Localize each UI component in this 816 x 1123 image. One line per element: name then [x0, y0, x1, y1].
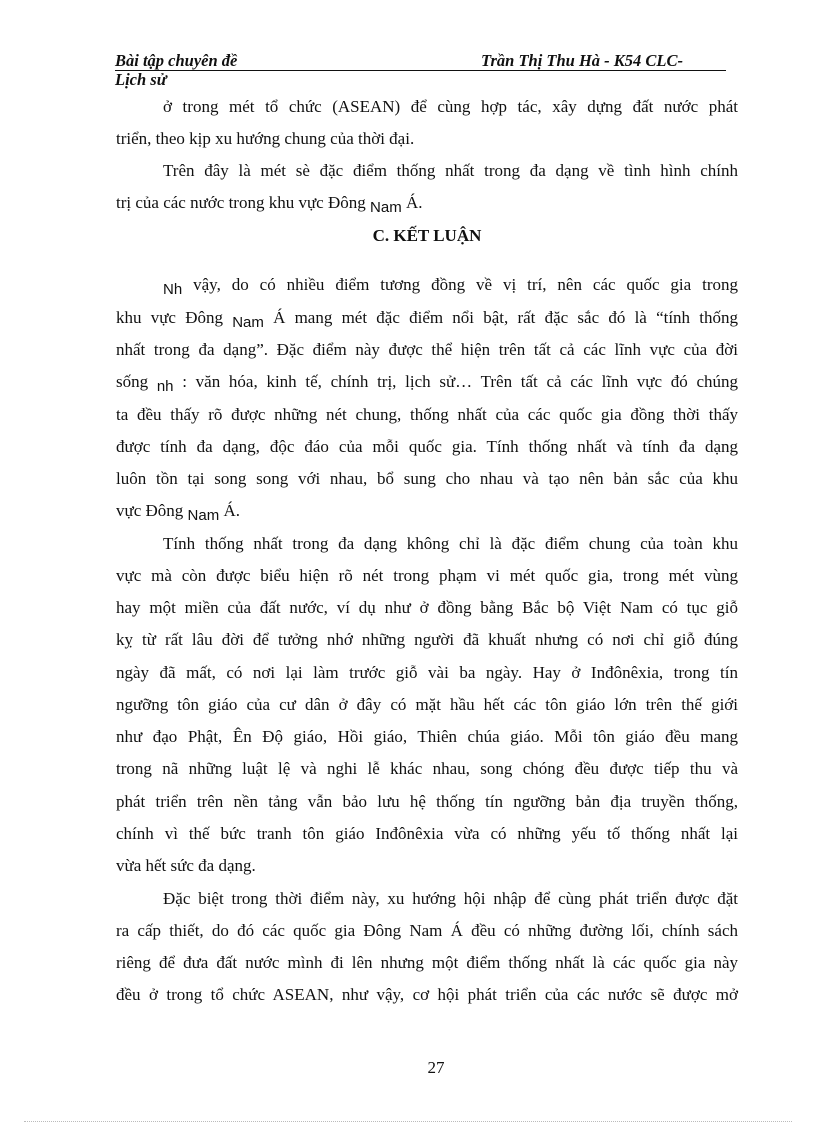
- section-heading-conclusion: C. KẾT LUẬN: [372, 226, 482, 245]
- body-line: kỵ từ rất lâu đời để tưởng nhớ những người đã khuất nhưng có nơi chỉ giỗ đúng: [116, 630, 738, 649]
- header-divider: [115, 70, 726, 71]
- body-line: trị của các nước trong khu vực Đông Nam Á.: [116, 193, 423, 216]
- header-author: Trần Thị Thu Hà - K54 CLC-: [481, 51, 684, 70]
- body-line: sống nh : văn hóa, kinh tế, chính trị, lịch sử… Trên tất cả các lĩnh vực đó chúng: [116, 372, 739, 395]
- body-line: luôn tồn tại song song với nhau, bổ sung cho nhau và tạo nên bản sắc của khu: [116, 469, 738, 488]
- body-line: nhất trong đa dạng”. Đặc điểm này được thể hiện trên tất cả các lĩnh vực của đời: [116, 340, 738, 359]
- header-course-line2: Lịch sử: [115, 70, 167, 89]
- body-line: ngưỡng tôn giáo của cư dân ở đây có mặt hầu hết các tôn giáo lớn trên thế giới: [116, 695, 738, 714]
- body-line: ngày đã mất, có nơi lại làm trước giỗ vài ba ngày. Hay ở Inđônêxia, trong tín: [116, 663, 738, 682]
- page-bottom-edge: [24, 1121, 792, 1122]
- body-line: trong nã những luật lệ và nghi lễ khác nhau, song chóng đều được tiếp thu và: [116, 759, 738, 778]
- body-line: Nh vậy, do có nhiều điểm tương đồng về vị trí, nên các quốc gia trong: [163, 275, 739, 298]
- body-line: vực Đông Nam Á.: [116, 501, 240, 524]
- body-line: Tính thống nhất trong đa dạng không chỉ là đặc điểm chung của toàn khu: [163, 534, 738, 553]
- body-line: ta đều thấy rõ được những nét chung, thống nhất của các quốc gia đồng thời thấy: [116, 405, 738, 424]
- body-line: như đạo Phật, Ên Độ giáo, Hồi giáo, Thiên chúa giáo. Mỗi tôn giáo đều mang: [116, 727, 738, 746]
- body-line: được tính đa dạng, độc đáo của mỗi quốc gia. Tính thống nhất và tính đa dạng: [116, 437, 738, 456]
- body-line: hay một miền của đất nước, ví dụ như ở đồng bằng Bắc bộ Việt Nam có tục giỗ: [116, 598, 738, 617]
- body-line: vừa hết sức đa dạng.: [116, 856, 256, 875]
- body-line: riêng để đưa đất nước mình đi lên nhưng một điểm thống nhất là các quốc gia này: [116, 953, 738, 972]
- body-line: ra cấp thiết, do đó các quốc gia Đông Nam Á đều có những đường lối, chính sách: [116, 921, 738, 940]
- body-line: vực mà còn được biểu hiện rõ nét trong phạm vi mét quốc gia, trong mét vùng: [116, 566, 738, 585]
- body-line: Đặc biệt trong thời điểm này, xu hướng hội nhập để cùng phát triển được đặt: [163, 889, 738, 908]
- body-line: chính vì thế bức tranh tôn giáo Inđônêxia vừa có những yếu tố thống nhất lại: [116, 824, 738, 843]
- body-line: triển, theo kịp xu hướng chung của thời đại.: [116, 129, 415, 148]
- body-line: đều ở trong tổ chức ASEAN, như vậy, cơ hội phát triển của các nước sẽ được mở: [116, 985, 738, 1004]
- body-line: phát triển trên nền tảng vẫn bảo lưu hệ thống tín ngưỡng bản địa truyền thống,: [116, 792, 738, 811]
- body-line: Trên đây là mét sè đặc điểm thống nhất trong đa dạng về tình hình chính: [163, 161, 738, 180]
- body-line: ở trong mét tổ chức (ASEAN) để cùng hợp tác, xây dựng đất nước phát: [163, 97, 738, 116]
- page-number: 27: [427, 1058, 445, 1077]
- header-course-line1: Bài tập chuyên đề: [115, 51, 238, 70]
- body-line: khu vực Đông Nam Á mang mét đặc điểm nổi bật, rất đặc sắc đó là “tính thống: [116, 308, 738, 331]
